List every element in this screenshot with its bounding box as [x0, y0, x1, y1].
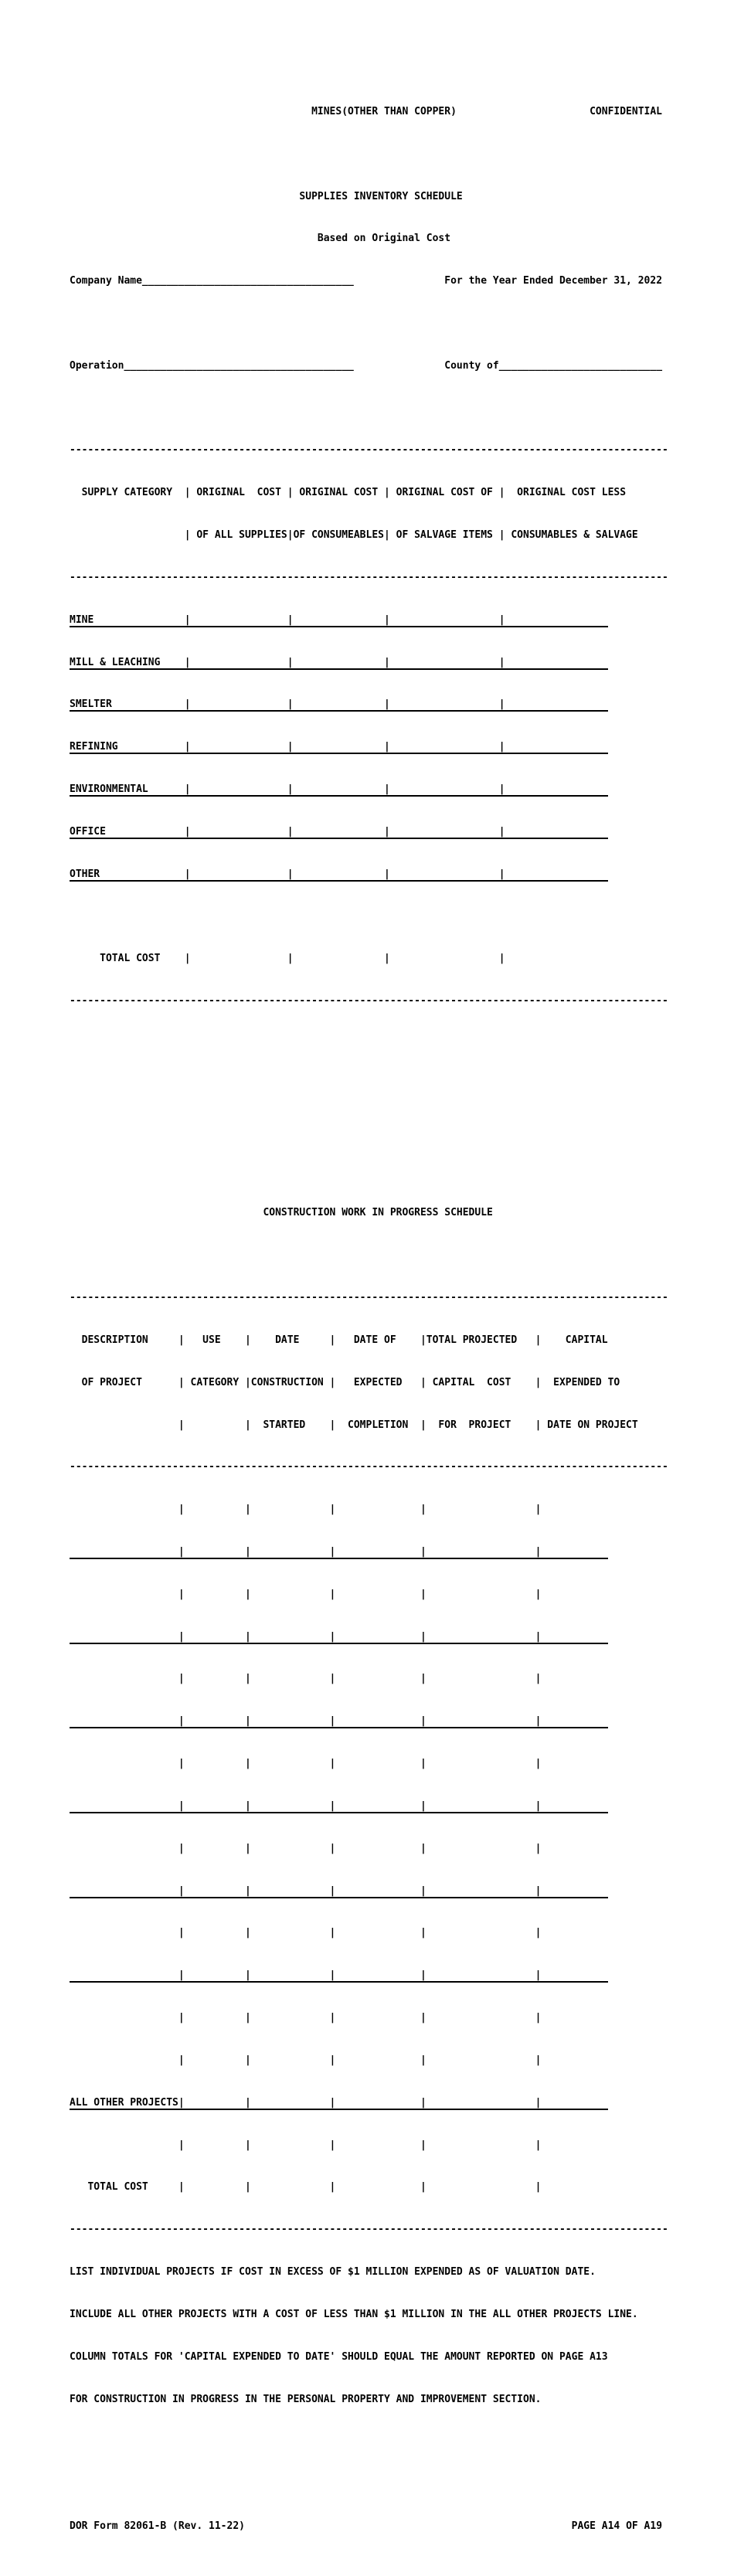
supplies-row-smelter[interactable]: SMELTER | | | |	[70, 698, 608, 711]
supplies-schedule-title: SUPPLIES INVENTORY SCHEDULE	[70, 190, 463, 202]
header-line	[70, 105, 668, 119]
cwip-header-row-3: | | STARTED | COMPLETION | FOR PROJECT | DATE ON PROJECT	[70, 1419, 638, 1431]
supplies-header-row-2: | OF ALL SUPPLIES|OF CONSUMEABLES| OF SALVAGE ITEMS | CONSUMABLES & SALVAGE	[70, 529, 638, 542]
table-divider: ---------------------------------------------------------------------------------------------------	[70, 1292, 668, 1304]
table-divider: ---------------------------------------------------------------------------------------------------	[70, 2224, 668, 2236]
blank-line	[70, 2435, 668, 2449]
cwip-row-3-bottom[interactable]: | | | | |	[70, 1715, 608, 1728]
company-name-field[interactable]: ___________________________________	[141, 275, 354, 287]
cwip-row-6-top[interactable]: | | | | |	[70, 1927, 542, 1939]
cwip-row-4-bottom[interactable]: | | | | |	[70, 1799, 608, 1812]
supplies-row-other[interactable]: OTHER | | | |	[70, 868, 608, 880]
county-field[interactable]: ___________________________	[498, 359, 663, 372]
cwip-row-3-top[interactable]: | | | | |	[70, 1673, 542, 1685]
table-divider: ---------------------------------------------------------------------------------------------------	[70, 1461, 668, 1473]
supplies-row-environmental[interactable]: ENVIRONMENTAL | | | |	[70, 783, 608, 796]
blank-line	[70, 317, 668, 331]
blank-line	[70, 402, 668, 416]
all-other-projects-row[interactable]: ALL OTHER PROJECTS| | | | |	[70, 2096, 608, 2109]
company-name-line	[70, 274, 668, 288]
cwip-row-6-bottom[interactable]: | | | | |	[70, 1969, 608, 1982]
county-of-label: County of	[353, 359, 499, 372]
supplies-row-mine[interactable]: MINE | | | |	[70, 613, 608, 626]
supplies-schedule-subtitle: Based on Original Cost	[70, 233, 451, 245]
blank-line	[70, 910, 668, 924]
blank-line	[70, 1037, 668, 1051]
blank-line	[70, 1122, 668, 1136]
cwip-header-row-1: DESCRIPTION | USE | DATE | DATE OF |TOTAL PROJECTED | CAPITAL	[70, 1334, 608, 1346]
cwip-schedule-title: CONSTRUCTION WORK IN PROGRESS SCHEDULE	[70, 1207, 493, 1219]
supplies-row-refining[interactable]: REFINING | | | |	[70, 741, 608, 753]
footer-line	[70, 2520, 668, 2534]
table-divider: ---------------------------------------------------------------------------------------------------	[70, 995, 668, 1008]
supplies-header-row-1: SUPPLY CATEGORY | ORIGINAL COST | ORIGINAL COST | ORIGINAL COST OF | ORIGINAL COST LESS	[70, 487, 627, 499]
cwip-row-1-top[interactable]: | | | | |	[70, 1504, 542, 1516]
note-line-3: COLUMN TOTALS FOR 'CAPITAL EXPENDED TO DATE' SHOULD EQUAL THE AMOUNT REPORTED ON PAGE A13	[70, 2350, 608, 2363]
cwip-total-row[interactable]: TOTAL COST | | | | |	[70, 2181, 542, 2194]
form-type-title: MINES(OTHER THAN COPPER)	[70, 105, 457, 117]
cwip-row-5-bottom[interactable]: | | | | |	[70, 1884, 608, 1897]
cwip-header-row-2: OF PROJECT | CATEGORY |CONSTRUCTION | EXPECTED | CAPITAL COST | EXPENDED TO	[70, 1376, 620, 1388]
cwip-row-4-top[interactable]: | | | | |	[70, 1758, 542, 1770]
supplies-total-row[interactable]: TOTAL COST | | | |	[70, 953, 505, 965]
blank-line	[70, 1164, 668, 1178]
cwip-row-7-top[interactable]: | | | | |	[70, 2012, 542, 2024]
cwip-row-2-bottom[interactable]: | | | | |	[70, 1630, 608, 1643]
note-line-4: FOR CONSTRUCTION IN PROGRESS IN THE PERSONAL PROPERTY AND IMPROVEMENT SECTION.	[70, 2393, 542, 2405]
table-divider: ---------------------------------------------------------------------------------------------------	[70, 444, 668, 457]
blank-line	[70, 1249, 668, 1263]
supplies-row-office[interactable]: OFFICE | | | |	[70, 825, 608, 838]
cwip-row-7-middle[interactable]: | | | | |	[70, 2054, 542, 2066]
confidential-label: CONFIDENTIAL	[456, 105, 663, 117]
operation-county-line	[70, 359, 668, 373]
page-number-label: PAGE A14 OF A19	[244, 2520, 663, 2533]
operation-label: Operation	[70, 359, 124, 372]
company-name-label: Company Name	[70, 275, 142, 287]
cwip-row-5-top[interactable]: | | | | |	[70, 1842, 542, 1854]
blank-line	[70, 2477, 668, 2491]
year-ended-label: For the Year Ended December 31, 2022	[353, 275, 663, 287]
cwip-row-1-bottom[interactable]: | | | | |	[70, 1546, 608, 1558]
operation-field[interactable]: ______________________________________	[124, 359, 354, 372]
table-divider: ---------------------------------------------------------------------------------------------------	[70, 571, 668, 583]
note-line-1: LIST INDIVIDUAL PROJECTS IF COST IN EXCESS OF $1 MILLION EXPENDED AS OF VALUATION DATE.	[70, 2266, 596, 2279]
supplies-row-mill-leaching[interactable]: MILL & LEACHING | | | |	[70, 656, 608, 668]
cwip-total-spacer-row[interactable]: | | | | |	[70, 2139, 542, 2151]
blank-line	[70, 1079, 668, 1093]
blank-line	[70, 148, 668, 161]
form-number-label: DOR Form 82061-B (Rev. 11-22)	[70, 2520, 245, 2533]
form-document	[70, 63, 668, 2576]
cwip-row-2-top[interactable]: | | | | |	[70, 1588, 542, 1600]
note-line-2: INCLUDE ALL OTHER PROJECTS WITH A COST OF LESS THAN $1 MILLION IN THE ALL OTHER PROJECTS LINE.	[70, 2308, 638, 2320]
